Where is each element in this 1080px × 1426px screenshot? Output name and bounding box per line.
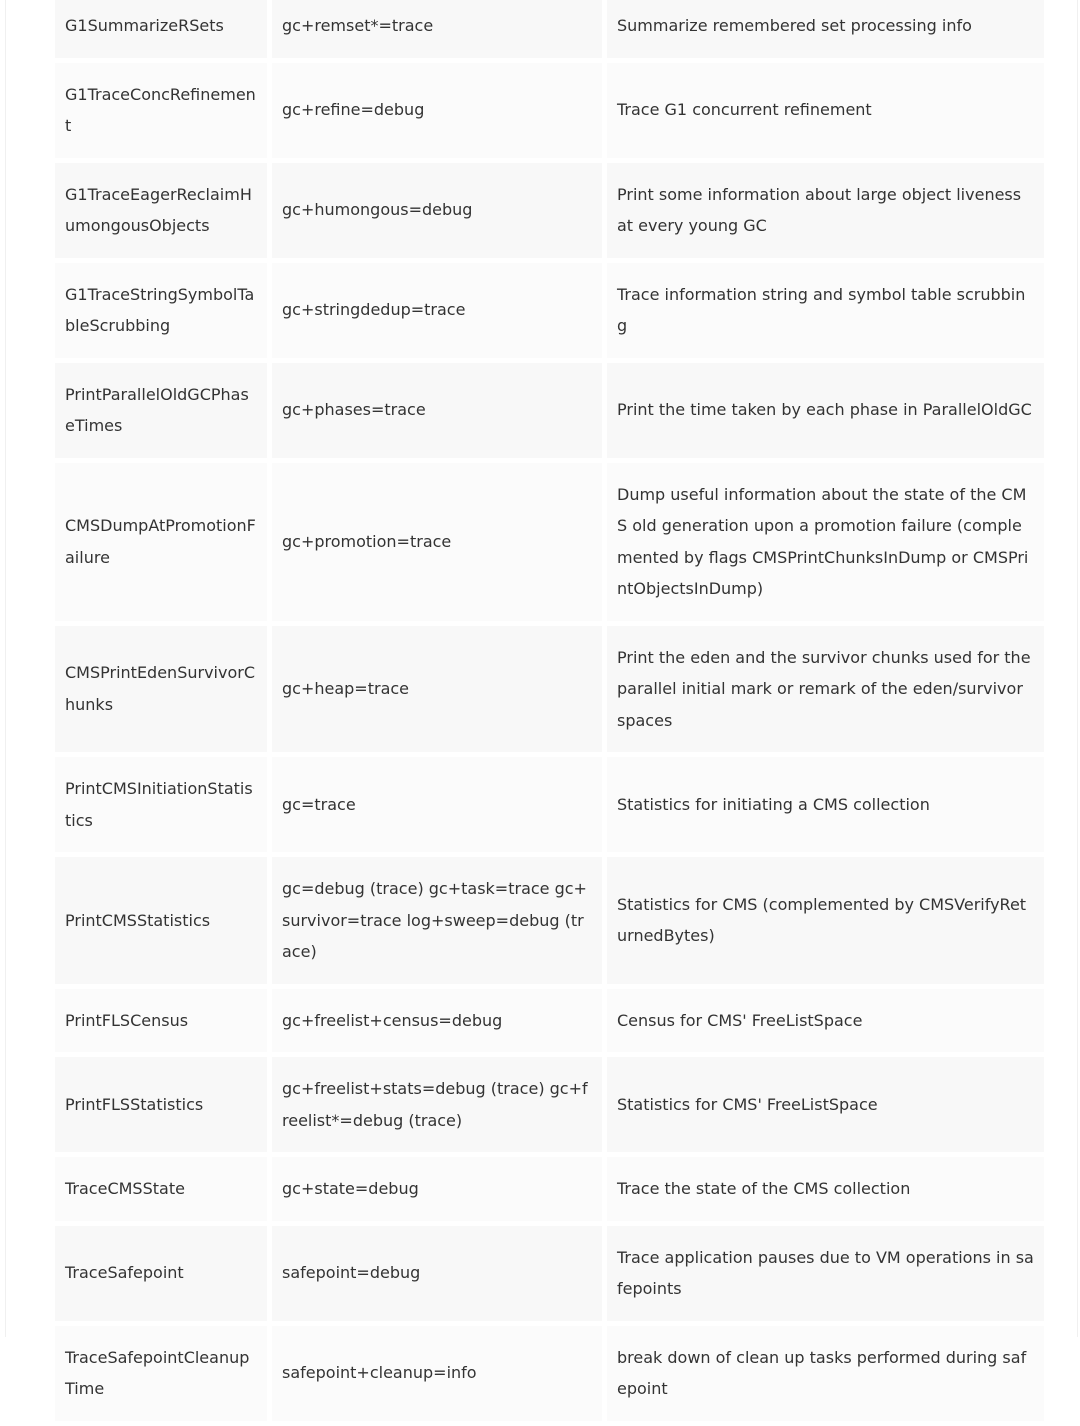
flag-name-cell: PrintFLSStatistics (55, 1057, 267, 1152)
description-cell: Dump useful information about the state of the CMS old generation upon a promotion failure (complemented by flags CMSPrintChunksInDump or CMSPrintObjectsInDump) (607, 463, 1044, 621)
table-row (55, 1326, 1044, 1421)
log-tags-cell: gc+freelist+census=debug (272, 989, 602, 1053)
table-row (55, 989, 1044, 1053)
description-cell: Trace the state of the CMS collection (607, 1157, 1044, 1221)
flag-name-cell: TraceSafepoint (55, 1226, 267, 1321)
description-cell: Print the eden and the survivor chunks used for the parallel initial mark or remark of the eden/survivor spaces (607, 626, 1044, 753)
log-tags-cell: gc+promotion=trace (272, 463, 602, 621)
log-tags-cell: safepoint+cleanup=info (272, 1326, 602, 1421)
table-row (55, 1226, 1044, 1321)
log-tags-cell: gc+phases=trace (272, 363, 602, 458)
description-cell: Census for CMS' FreeListSpace (607, 989, 1044, 1053)
table-row (55, 1157, 1044, 1221)
log-tags-cell: gc+heap=trace (272, 626, 602, 753)
flag-name-cell: PrintCMSStatistics (55, 857, 267, 984)
description-cell: Trace information string and symbol table scrubbing (607, 263, 1044, 358)
flag-name-cell: G1SummarizeRSets (55, 0, 267, 58)
description-cell: Print some information about large object liveness at every young GC (607, 163, 1044, 258)
log-tags-cell: gc+humongous=debug (272, 163, 602, 258)
table-row (55, 463, 1044, 621)
description-cell: Print the time taken by each phase in ParallelOldGC (607, 363, 1044, 458)
document-page (5, 0, 1078, 1398)
flag-name-cell: CMSDumpAtPromotionFailure (55, 463, 267, 621)
log-tags-cell: gc=debug (trace) gc+task=trace gc+survivor=trace log+sweep=debug (trace) (272, 857, 602, 984)
log-tags-cell: gc=trace (272, 757, 602, 852)
description-cell: Statistics for initiating a CMS collection (607, 757, 1044, 852)
table-row (55, 1057, 1044, 1152)
flag-name-cell: G1TraceConcRefinement (55, 63, 267, 158)
gc-flag-mapping-table (50, 0, 1049, 1426)
table-row (55, 757, 1044, 852)
log-tags-cell: gc+freelist+stats=debug (trace) gc+freelist*=debug (trace) (272, 1057, 602, 1152)
log-tags-cell: gc+refine=debug (272, 63, 602, 158)
flag-name-cell: CMSPrintEdenSurvivorChunks (55, 626, 267, 753)
log-tags-cell: safepoint=debug (272, 1226, 602, 1321)
description-cell: Statistics for CMS (complemented by CMSVerifyReturnedBytes) (607, 857, 1044, 984)
table-row (55, 163, 1044, 258)
table-row (55, 857, 1044, 984)
description-cell: Trace application pauses due to VM operations in safepoints (607, 1226, 1044, 1321)
log-tags-cell: gc+state=debug (272, 1157, 602, 1221)
table-row (55, 626, 1044, 753)
table-row (55, 0, 1044, 58)
description-cell: Trace G1 concurrent refinement (607, 63, 1044, 158)
description-cell: break down of clean up tasks performed during safepoint (607, 1326, 1044, 1421)
table-row (55, 63, 1044, 158)
flag-name-cell: TraceSafepointCleanupTime (55, 1326, 267, 1421)
flag-name-cell: PrintCMSInitiationStatistics (55, 757, 267, 852)
log-tags-cell: gc+stringdedup=trace (272, 263, 602, 358)
flag-name-cell: TraceCMSState (55, 1157, 267, 1221)
flag-name-cell: PrintParallelOldGCPhaseTimes (55, 363, 267, 458)
table-row (55, 363, 1044, 458)
table-row (55, 263, 1044, 358)
flag-name-cell: PrintFLSCensus (55, 989, 267, 1053)
description-cell: Statistics for CMS' FreeListSpace (607, 1057, 1044, 1152)
flag-name-cell: G1TraceStringSymbolTableScrubbing (55, 263, 267, 358)
description-cell: Summarize remembered set processing info (607, 0, 1044, 58)
log-tags-cell: gc+remset*=trace (272, 0, 602, 58)
flag-name-cell: G1TraceEagerReclaimHumongousObjects (55, 163, 267, 258)
